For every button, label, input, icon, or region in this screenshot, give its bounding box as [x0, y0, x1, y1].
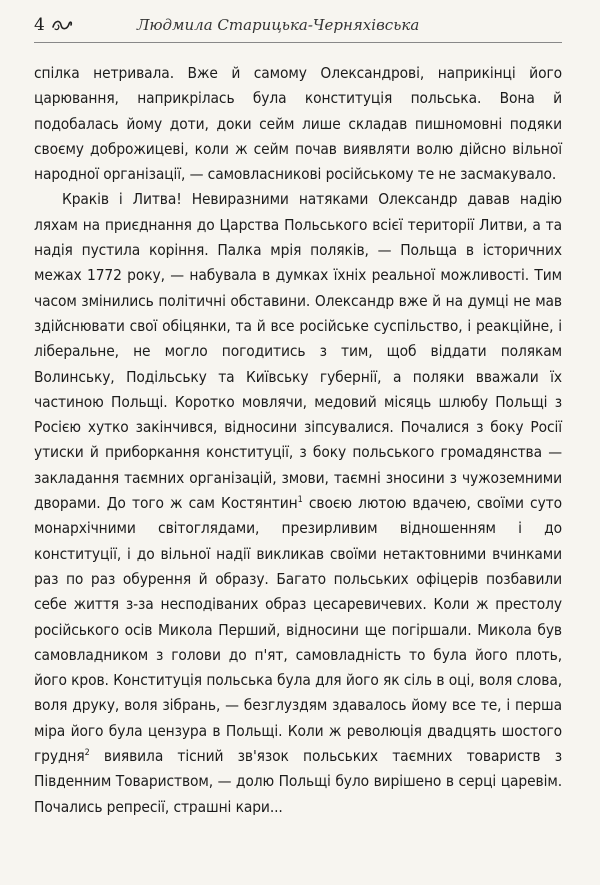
page-number: 4	[34, 15, 45, 35]
paragraph-text: своєю лютою вдачею, своїми суто монархічними світоглядами, презирливим відношенням і до конституції, і до вільної надії викликав своїми нетактовними вчинками раз по раз обурення й образу. Багато польських офіцерів позбавили себе життя з-за несподіваних образ цесаревичевих. Коли ж престолу російського осів Микола Перший, відносини ще погіршали. Микола був самовладником з голови до п'ят, самовладність то була його плоть, його кров. Конституція польська була для його як сіль в оці, воля слова, воля друку, воля зібрань, — безглуздям здавалось йому все те, і перша міра його була цензура в Польщі. Коли ж революція двадцять шостого грудня	[34, 494, 562, 766]
paragraph-2	[34, 187, 562, 819]
footnote-ref-1[interactable]: 1	[297, 494, 303, 505]
ornament-icon	[51, 18, 73, 32]
running-title: Людмила Старицька-Черняхівська	[136, 16, 420, 34]
paragraph-1	[34, 61, 562, 187]
running-head	[34, 8, 562, 43]
paragraph-text: виявила тісний зв'язок польських таємних товариств з Південним Товариством, — долю Польщі було вирішено в серці царевім. Почались репресії, страшні кари...	[34, 747, 562, 816]
paragraph-text: спілка нетривала. Вже й самому Олександрові, наприкінці його царювання, наприкрілась була конституція польська. Вона й подобалась йому доти, доки сейм лише складав пишномовні подяки своєму доброжицеві, коли ж сейм почав виявляти волю дійсно вільної народної організації, — самовласникові російському те не засмакувало.	[34, 64, 562, 184]
footnote-ref-2[interactable]: 2	[84, 747, 90, 758]
main-text	[34, 61, 562, 820]
paragraph-text: Краків і Литва! Невиразними натяками Олександр давав надію ляхам на приєднання до Царства Польського всієї території Литви, а та надія пустила коріння. Палка мрія поляків, — Польща в історичних межах 1772 року, — набувала в думках їхніх реальної можливості. Тим часом змінились політичні обставини. Олександр вже й на думці не мав здійснювати свої обіцянки, та й все російське суспільство, і реакційне, і ліберальне, не могло погодитись з тим, щоб віддати полякам Волинську, Подільську та Київську губернії, а поляки вважали їх частиною Польщі. Коротко мовлячи, медовий місяць шлюбу Польщі з Росією хутко закінчився, відносини зіпсувалися. Почалися з боку Росії утиски й приборкання конституції, з боку польського громадянства — закладання таємних організацій, змови, таємні зносини з чужоземними дворами. До того ж сам Костянтин	[34, 190, 562, 513]
